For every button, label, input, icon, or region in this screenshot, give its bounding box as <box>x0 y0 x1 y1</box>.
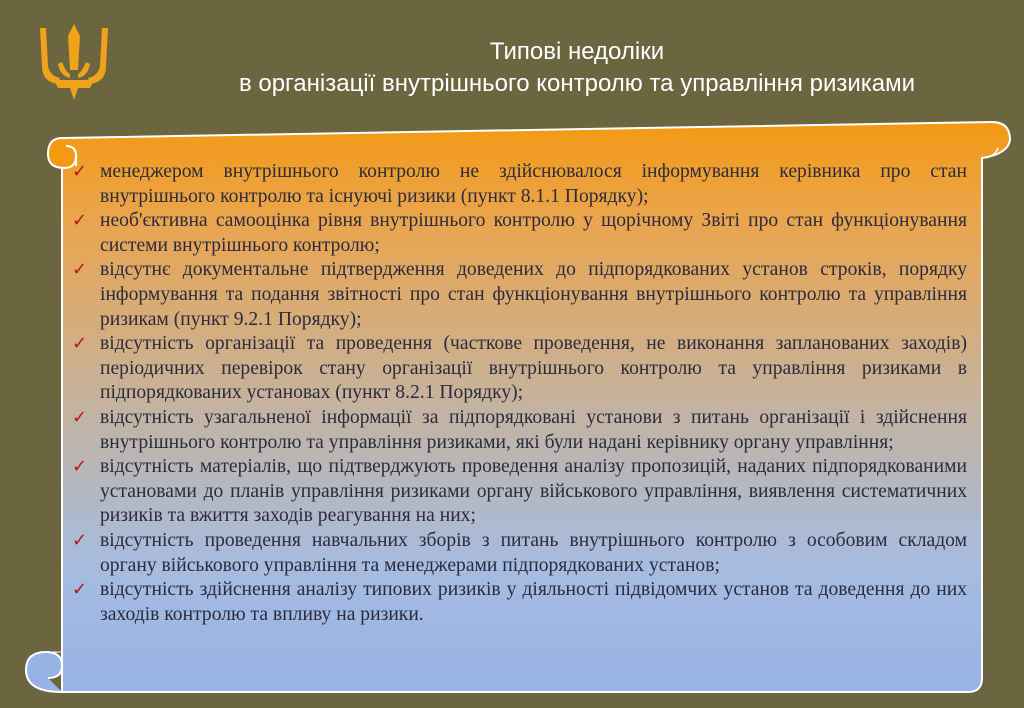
list-item-text: необ'єктивна самооцінка рівня внутрішнього контролю у щорічному Звіті про стан функціонування системи внутрішнього контролю; <box>100 210 967 256</box>
list-item <box>72 258 967 332</box>
list-item <box>72 578 967 627</box>
checkmark-icon: ✓ <box>72 456 88 478</box>
list-item-text: менеджером внутрішнього контролю не здійснювалося інформування керівника про стан внутрішнього контролю та існуючі ризики (пункт 8.1.1 Порядку); <box>100 161 967 207</box>
checkmark-icon: ✓ <box>72 333 88 355</box>
checkmark-icon: ✓ <box>72 161 88 182</box>
checkmark-icon: ✓ <box>72 579 88 601</box>
list-item <box>72 160 967 209</box>
list-item <box>72 529 967 578</box>
checkmark-icon: ✓ <box>72 529 88 551</box>
list-item-text: відсутність організації та проведення (часткове проведення, не виконання запланованих заходів) періодичних перевірок стану організації внутрішнього контролю та управління ризиками в підпорядкованих установах (пункт 8.2.1 Порядку); <box>100 333 967 404</box>
list-item-text: відсутнє документальне підтвердження доведених до підпорядкованих установ строків, порядку інформування та подання звітності про стан функціонування внутрішнього контролю та управління ризикам (пункт 9.2.1 Порядку); <box>100 259 967 330</box>
checkmark-icon: ✓ <box>72 210 88 232</box>
title-line-1: Типові недоліки <box>489 38 665 65</box>
checkmark-icon: ✓ <box>72 259 88 281</box>
shortcomings-list <box>72 160 967 627</box>
shortcomings-list-container <box>72 160 967 627</box>
list-item <box>72 332 967 406</box>
title-line-2: в організації внутрішнього контролю та управління ризиками <box>238 70 916 97</box>
list-item-text: відсутність узагальненої інформації за підпорядковані установи з питань організації і здійснення внутрішнього контролю та управління ризиками, які були надані керівнику органу управління; <box>100 406 967 453</box>
trident-emblem-icon <box>36 22 112 102</box>
checkmark-icon: ✓ <box>72 406 88 428</box>
list-item-text: відсутність матеріалів, що підтверджують проведення аналізу пропозицій, наданих підпорядкованими установами до планів управління ризиками органу військового управління, виявлення систематичних ризиків та вжиття заходів реагування на них; <box>100 456 967 527</box>
list-item <box>72 406 967 455</box>
list-item-text: відсутність проведення навчальних зборів з питань внутрішнього контролю з особовим складом органу військового управління та менеджерами підпорядкованих установ; <box>100 529 967 576</box>
list-item <box>72 455 967 529</box>
page-title <box>130 36 1024 100</box>
list-item <box>72 209 967 258</box>
list-item-text: відсутність здійснення аналізу типових ризиків у діяльності підвідомчих установ та доведення до них заходів контролю та впливу на ризики. <box>100 579 967 625</box>
